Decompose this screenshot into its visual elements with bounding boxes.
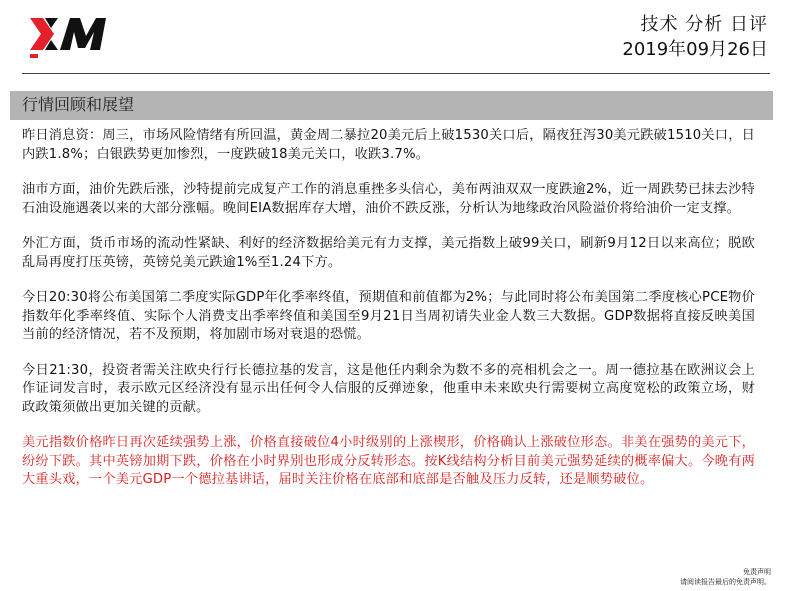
report-type: 技术 分析 日评 [640,14,768,35]
disclaimer-note: 请阅读报告最后的免责声明。 [680,578,771,586]
report-body [22,127,755,507]
report-date: 2019年09月26日 [622,39,768,60]
xm-logo-graphic [30,14,132,60]
disclaimer-footer [680,567,771,587]
paragraph-gdp: 今日20:30将公布美国第二季度实际GDP年化季率终值，预期值和前值都为2%；与此同时将公布美国第二季度核心PCE物价指数年化季率终值、实际个人消费支出季率终值和美国至9月21日当周初请失业金人数三大数据。GDP数据将直接反映美国当前的经济情况，若不及预期，将加剧市场对衰退的恐慌。 [22,290,755,342]
disclaimer-title: 免责声明 [743,568,771,576]
paragraph-technical-analysis: 美元指数价格昨日再次延续强势上涨，价格直接破位4小时级别的上涨楔形，价格确认上涨破位形态。非美在强势的美元下，纷纷下跌。其中英镑加期下跌，价格在小时界别也形成分反转形态。按K线结构分析目前美元强势延续的概率偏大。今晚有两大重头戏，一个美元GDP一个德拉基讲话，届时关注价格在底部和底部是否触及压力反转，还是顺势破位。 [22,435,755,487]
report-header [622,12,768,62]
header-divider [22,73,770,74]
paragraph-metals: 昨日消息资：周三，市场风险情绪有所回温，黄金周二暴拉20美元后上破1530关口后，隔夜狂泻30美元跌破1510关口，日内跌1.8%；白银跌势更加惨烈，一度跌破18美元关口，收跌3.7%。 [22,128,755,162]
section-header [10,91,773,120]
paragraph-oil: 油市方面，油价先跌后涨，沙特提前完成复产工作的消息重挫多头信心，美布两油双双一度跌逾2%，近一周跌势已抹去沙特石油设施遇袭以来的大部分涨幅。晚间EIA数据库存大增，油价不跌反涨，分析认为地缘政治风险溢价将给油价一定支撑。 [22,182,755,216]
section-title: 行情回顾和展望 [22,95,135,114]
paragraph-ecb: 今日21:30，投资者需关注欧央行行长德拉基的发言，这是他任内剩余为数不多的亮相机会之一。周一德拉基在欧洲议会上作证词发言时，表示欧元区经济没有显示出任何令人信服的反弹迹象，他重申未来欧央行需要树立高度宽松的政策立场，财政政策须做出更加关键的贡献。 [22,362,755,415]
paragraph-forex: 外汇方面，货币市场的流动性紧缺、利好的经济数据给美元有力支撑，美元指数上破99关口，刷新9月12日以来高位；脱欧乱局再度打压英镑，英镑兑美元跌逾1%至1.24下方。 [22,236,755,270]
xm-logo [30,14,132,60]
